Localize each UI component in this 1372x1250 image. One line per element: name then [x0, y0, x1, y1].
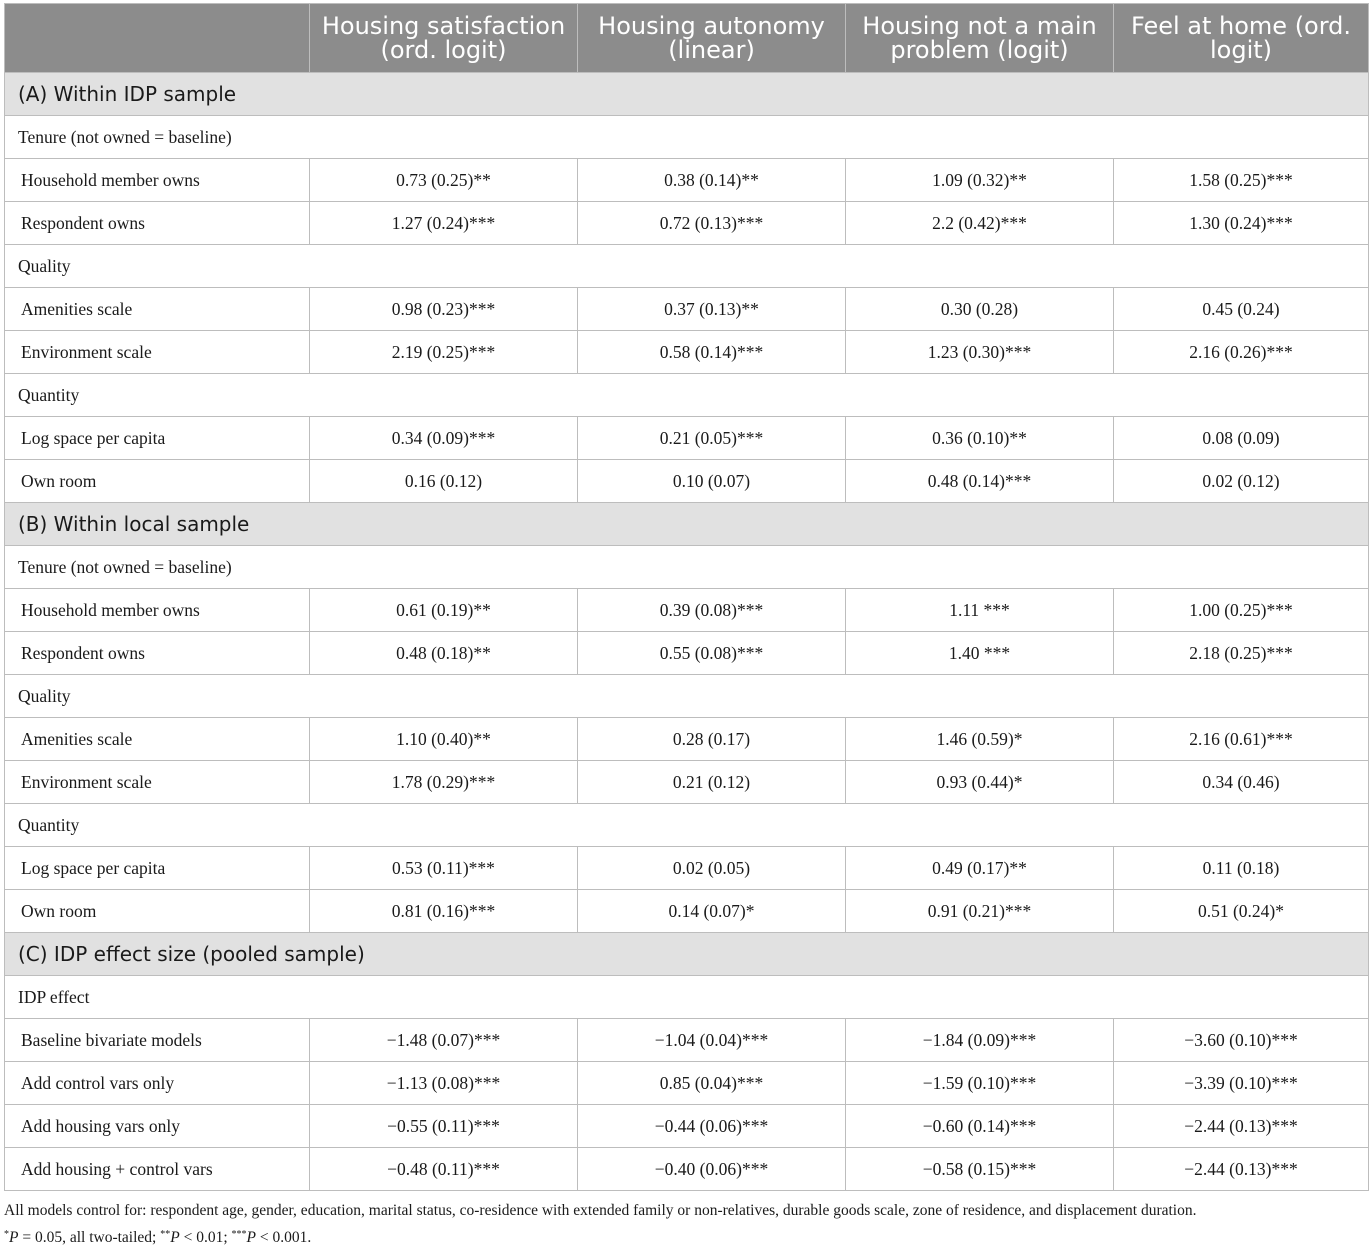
table-row	[5, 1105, 1369, 1148]
group-label: Tenure (not owned = baseline)	[5, 116, 1369, 159]
table-row	[5, 718, 1369, 761]
coefficient-cell: 2.2 (0.42)***	[846, 202, 1114, 245]
group-label: Quantity	[5, 374, 1369, 417]
coefficient-cell: −0.58 (0.15)***	[846, 1148, 1114, 1191]
coefficient-cell: −1.59 (0.10)***	[846, 1062, 1114, 1105]
table-row	[5, 761, 1369, 804]
row-label: Household member owns	[5, 589, 310, 632]
sig-text: < 0.001.	[255, 1229, 312, 1246]
coefficient-cell: 0.36 (0.10)**	[846, 417, 1114, 460]
coefficient-cell: 2.16 (0.26)***	[1114, 331, 1369, 374]
table-row	[5, 890, 1369, 933]
header-line: logit)	[1209, 36, 1273, 64]
row-label: Amenities scale	[5, 718, 310, 761]
table-row	[5, 632, 1369, 675]
coefficient-cell: 0.48 (0.14)***	[846, 460, 1114, 503]
coefficient-cell: −2.44 (0.13)***	[1114, 1148, 1369, 1191]
coefficient-cell: 0.21 (0.05)***	[578, 417, 846, 460]
header-line: Feel at home (ord.	[1130, 12, 1352, 40]
group-label-row	[5, 675, 1369, 718]
coefficient-cell: 0.28 (0.17)	[578, 718, 846, 761]
coefficient-cell: −1.13 (0.08)***	[310, 1062, 578, 1105]
row-label: Own room	[5, 890, 310, 933]
coefficient-cell: 1.58 (0.25)***	[1114, 159, 1369, 202]
coefficient-cell: −0.44 (0.06)***	[578, 1105, 846, 1148]
row-label: Environment scale	[5, 761, 310, 804]
coefficient-cell: 0.11 (0.18)	[1114, 847, 1369, 890]
coefficient-cell: 0.08 (0.09)	[1114, 417, 1369, 460]
coefficient-cell: 0.39 (0.08)***	[578, 589, 846, 632]
sig-marker: **	[160, 1229, 171, 1240]
table-row	[5, 1062, 1369, 1105]
header-housing-not-main-problem	[846, 4, 1114, 73]
header-line: Housing satisfaction	[321, 12, 566, 40]
p-symbol: P	[170, 1229, 180, 1246]
header-stub	[5, 4, 310, 73]
coefficient-cell: 1.46 (0.59)*	[846, 718, 1114, 761]
row-label: Log space per capita	[5, 417, 310, 460]
sig-marker: ***	[231, 1229, 247, 1240]
coefficient-cell: 0.34 (0.46)	[1114, 761, 1369, 804]
coefficient-cell: 0.61 (0.19)**	[310, 589, 578, 632]
group-label-row	[5, 245, 1369, 288]
group-label: Tenure (not owned = baseline)	[5, 546, 1369, 589]
p-symbol: P	[246, 1229, 256, 1246]
row-label: Add control vars only	[5, 1062, 310, 1105]
group-label: IDP effect	[5, 976, 1369, 1019]
table-row	[5, 331, 1369, 374]
coefficient-cell: −1.84 (0.09)***	[846, 1019, 1114, 1062]
coefficient-cell: 0.02 (0.12)	[1114, 460, 1369, 503]
coefficient-cell: 1.09 (0.32)**	[846, 159, 1114, 202]
coefficient-cell: 1.23 (0.30)***	[846, 331, 1114, 374]
coefficient-cell: 0.02 (0.05)	[578, 847, 846, 890]
group-label: Quantity	[5, 804, 1369, 847]
coefficient-cell: −0.55 (0.11)***	[310, 1105, 578, 1148]
table-row	[5, 417, 1369, 460]
regression-results-table	[4, 3, 1369, 1191]
coefficient-cell: 0.38 (0.14)**	[578, 159, 846, 202]
sig-text: < 0.01;	[179, 1229, 232, 1246]
row-label: Add housing vars only	[5, 1105, 310, 1148]
coefficient-cell: −2.44 (0.13)***	[1114, 1105, 1369, 1148]
coefficient-cell: −3.39 (0.10)***	[1114, 1062, 1369, 1105]
header-housing-satisfaction	[310, 4, 578, 73]
coefficient-cell: 0.72 (0.13)***	[578, 202, 846, 245]
row-label: Environment scale	[5, 331, 310, 374]
coefficient-cell: 2.18 (0.25)***	[1114, 632, 1369, 675]
coefficient-cell: 0.21 (0.12)	[578, 761, 846, 804]
sig-marker: *	[4, 1229, 9, 1240]
section-title: (A) Within IDP sample	[5, 73, 1369, 116]
group-label: Quality	[5, 675, 1369, 718]
coefficient-cell: −0.40 (0.06)***	[578, 1148, 846, 1191]
table-row	[5, 159, 1369, 202]
coefficient-cell: 0.30 (0.28)	[846, 288, 1114, 331]
row-label: Log space per capita	[5, 847, 310, 890]
coefficient-cell: 0.48 (0.18)**	[310, 632, 578, 675]
header-housing-autonomy	[578, 4, 846, 73]
table-header-row	[5, 4, 1369, 73]
table-row	[5, 460, 1369, 503]
coefficient-cell: 1.11 ***	[846, 589, 1114, 632]
header-line: (linear)	[668, 36, 755, 64]
coefficient-cell: 0.91 (0.21)***	[846, 890, 1114, 933]
header-feel-at-home	[1114, 4, 1369, 73]
group-label-row	[5, 546, 1369, 589]
row-label: Add housing + control vars	[5, 1148, 310, 1191]
coefficient-cell: 0.55 (0.08)***	[578, 632, 846, 675]
coefficient-cell: −3.60 (0.10)***	[1114, 1019, 1369, 1062]
coefficient-cell: 0.10 (0.07)	[578, 460, 846, 503]
row-label: Baseline bivariate models	[5, 1019, 310, 1062]
table-row	[5, 288, 1369, 331]
section-title: (C) IDP effect size (pooled sample)	[5, 933, 1369, 976]
significance-note	[4, 1223, 1370, 1250]
table-notes	[4, 1199, 1370, 1250]
p-symbol: P	[9, 1229, 19, 1246]
group-label-row	[5, 374, 1369, 417]
coefficient-cell: 0.73 (0.25)**	[310, 159, 578, 202]
coefficient-cell: 1.30 (0.24)***	[1114, 202, 1369, 245]
coefficient-cell: −0.48 (0.11)***	[310, 1148, 578, 1191]
row-label: Own room	[5, 460, 310, 503]
row-label: Respondent owns	[5, 632, 310, 675]
coefficient-cell: 0.14 (0.07)*	[578, 890, 846, 933]
group-label-row	[5, 116, 1369, 159]
row-label: Household member owns	[5, 159, 310, 202]
coefficient-cell: −1.48 (0.07)***	[310, 1019, 578, 1062]
header-line: problem (logit)	[890, 36, 1069, 64]
table-row	[5, 202, 1369, 245]
coefficient-cell: 0.93 (0.44)*	[846, 761, 1114, 804]
table-row	[5, 589, 1369, 632]
group-label-row	[5, 976, 1369, 1019]
row-label: Respondent owns	[5, 202, 310, 245]
section-title: (B) Within local sample	[5, 503, 1369, 546]
coefficient-cell: −1.04 (0.04)***	[578, 1019, 846, 1062]
group-label: Quality	[5, 245, 1369, 288]
coefficient-cell: 2.16 (0.61)***	[1114, 718, 1369, 761]
coefficient-cell: 0.34 (0.09)***	[310, 417, 578, 460]
row-label: Amenities scale	[5, 288, 310, 331]
coefficient-cell: 1.00 (0.25)***	[1114, 589, 1369, 632]
coefficient-cell: 0.45 (0.24)	[1114, 288, 1369, 331]
coefficient-cell: 0.51 (0.24)*	[1114, 890, 1369, 933]
coefficient-cell: 0.58 (0.14)***	[578, 331, 846, 374]
table-body	[5, 73, 1369, 1191]
coefficient-cell: 1.10 (0.40)**	[310, 718, 578, 761]
header-line: Housing not a main	[862, 12, 1097, 40]
coefficient-cell: 2.19 (0.25)***	[310, 331, 578, 374]
coefficient-cell: 1.27 (0.24)***	[310, 202, 578, 245]
section-header-row	[5, 503, 1369, 546]
header-line: Housing autonomy	[598, 12, 825, 40]
coefficient-cell: 0.98 (0.23)***	[310, 288, 578, 331]
sig-text: = 0.05, all two-tailed;	[18, 1229, 161, 1246]
coefficient-cell: 0.53 (0.11)***	[310, 847, 578, 890]
coefficient-cell: 1.40 ***	[846, 632, 1114, 675]
coefficient-cell: 0.85 (0.04)***	[578, 1062, 846, 1105]
header-line: (ord. logit)	[380, 36, 507, 64]
table-row	[5, 847, 1369, 890]
coefficient-cell: 0.49 (0.17)**	[846, 847, 1114, 890]
coefficient-cell: 0.81 (0.16)***	[310, 890, 578, 933]
table-row	[5, 1019, 1369, 1062]
table-row	[5, 1148, 1369, 1191]
coefficient-cell: 1.78 (0.29)***	[310, 761, 578, 804]
coefficient-cell: 0.37 (0.13)**	[578, 288, 846, 331]
section-header-row	[5, 73, 1369, 116]
coefficient-cell: 0.16 (0.12)	[310, 460, 578, 503]
group-label-row	[5, 804, 1369, 847]
section-header-row	[5, 933, 1369, 976]
controls-note: All models control for: respondent age, gender, education, marital status, co-residence with extended family or non-relatives, durable goods scale, zone of residence, and displacement duration.	[4, 1202, 1197, 1219]
coefficient-cell: −0.60 (0.14)***	[846, 1105, 1114, 1148]
